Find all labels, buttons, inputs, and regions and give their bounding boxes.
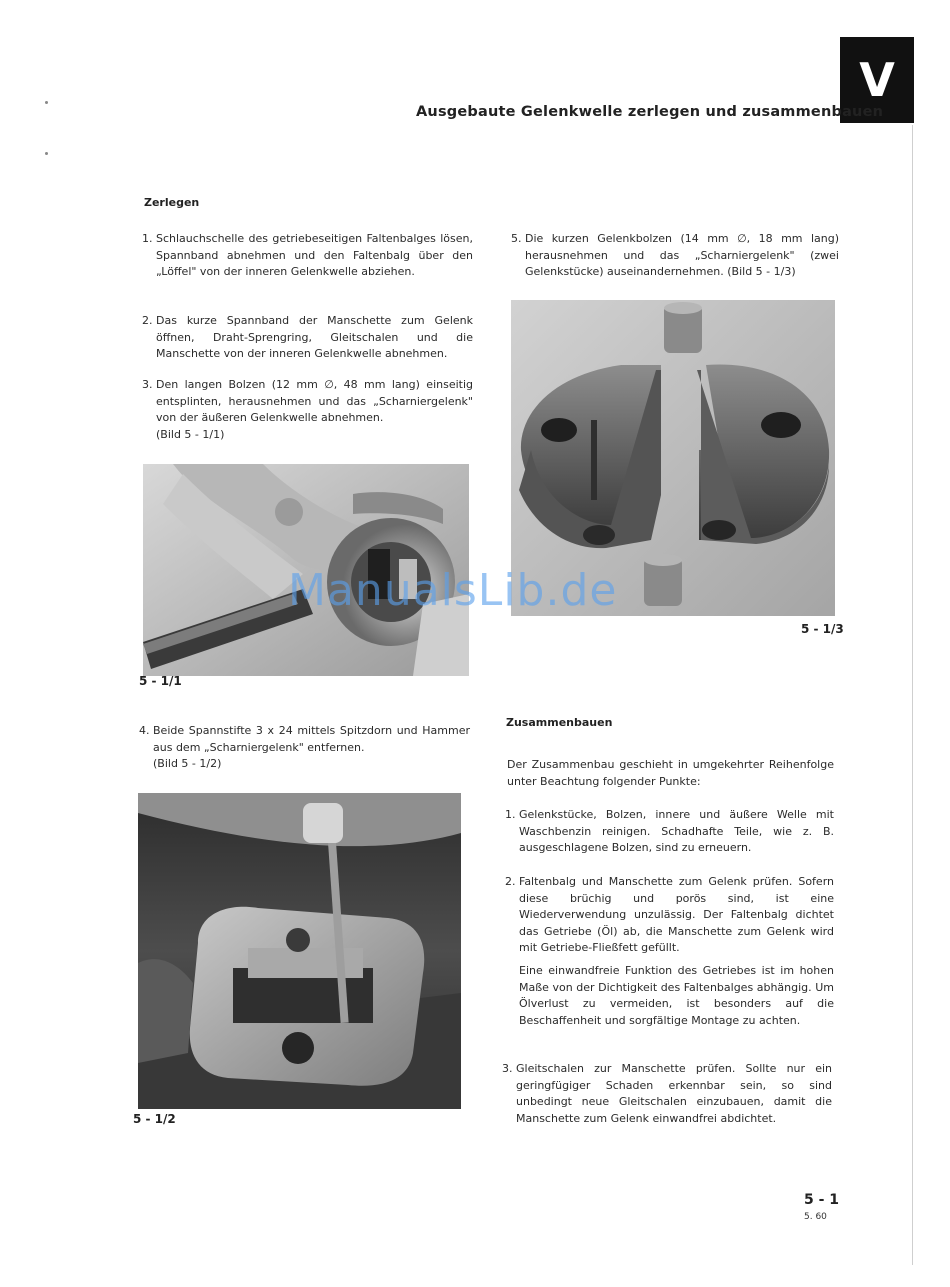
step-number: 2. [505,875,516,888]
figure-caption-5-1-1: 5 - 1/1 [139,674,182,688]
assembly-step-1 [505,807,834,857]
step-number: 5. [511,232,522,245]
step-4 [139,723,470,773]
step-text: Den langen Bolzen (12 mm ∅, 48 mm lang) einseitig entsplinten, herausnehmen und das „Scharniergelenk" von der äußeren Gelenkwelle abnehmen. [156,378,473,424]
page-number: 5 - 1 [804,1192,840,1208]
figure-caption-5-1-2: 5 - 1/2 [133,1112,176,1126]
step-number: 4. [139,724,150,737]
assembly-note: Eine einwandfreie Funktion des Getriebes ist im hohen Maße von der Dichtigkeit des Faltenbalges abhängig. Um Ölverlust zu vermeiden, ist besonders auf die Beschaffenheit und sorgfältige Montage zu achten. [519,964,834,1027]
step-text: Beide Spannstifte 3 x 24 mittels Spitzdorn und Hammer aus dem „Scharniergelenk" entfernen. [153,724,470,754]
photo-punch-pin-removal [138,793,461,1109]
speck [45,152,48,155]
assembly-intro: Der Zusammenbau geschieht in umgekehrter Reihenfolge unter Beachtung folgender Punkte: [507,758,834,788]
step-text: Gelenkstücke, Bolzen, innere und äußere Welle mit Waschbenzin reinigen. Schadhafte Teile, wie z. B. ausgeschlagene Bolzen, sind zu erneuern. [519,808,834,854]
watermark: ManualsLib.de [288,565,618,616]
step-text: Faltenbalg und Manschette zum Gelenk prüfen. Sofern diese brüchig und porös sind, ist eine Wiederverwendung unzulässig. Der Faltenbalg dichtet das Getriebe (Öl) ab, die Manschette zum Gelenk wird mit Getriebe-Fließfett gefüllt. [519,875,834,954]
step-text: Gleitschalen zur Manschette prüfen. Sollte nur ein geringfügiger Schaden erkennbar sein, so sind unbedingt neue Gleitschalen einzubauen, damit die Manschette zum Gelenk einwandfrei abdichtet. [516,1062,832,1125]
step-text: Die kurzen Gelenkbolzen (14 mm ∅, 18 mm lang) herausnehmen und das „Scharniergelenk" (zwei Gelenkstücke) auseinandernehmen. (Bild 5 - 1/3) [525,232,839,278]
step-text: Schlauchschelle des getriebeseitigen Faltenbalges lösen, Spannband abnehmen und den Faltenbalg über den „Löffel" von der inneren Gelenkwelle abziehen. [156,232,473,278]
step-number: 2. [142,314,153,327]
step-number: 3. [142,378,153,391]
speck [45,101,48,104]
heading-zerlegen: Zerlegen [144,196,200,209]
step-number: 1. [142,232,153,245]
assembly-step-2 [505,874,834,957]
step-2 [142,313,473,363]
step-3 [142,377,473,443]
figure-reference: (Bild 5 - 1/1) [156,427,225,441]
step-1 [142,231,473,281]
assembly-step-3 [502,1061,832,1127]
heading-zusammenbauen: Zusammenbauen [506,716,613,729]
figure-reference: (Bild 5 - 1/2) [153,757,222,770]
figure-caption-5-1-3: 5 - 1/3 [801,622,844,636]
section-letter: V [859,53,895,107]
page-title: Ausgebaute Gelenkwelle zerlegen und zusammenbauen [416,104,884,120]
photo-5-1-2 [138,793,461,1109]
step-number: 3. [502,1062,513,1075]
step-5 [511,231,839,281]
page-date: 5. 60 [804,1212,827,1222]
step-text: Das kurze Spannband der Manschette zum Gelenk öffnen, Draht-Sprengring, Gleitschalen und die Manschette von der inneren Gelenkwelle abnehmen. [156,314,473,360]
step-number: 1. [505,808,516,821]
page-edge-line [912,125,913,1265]
